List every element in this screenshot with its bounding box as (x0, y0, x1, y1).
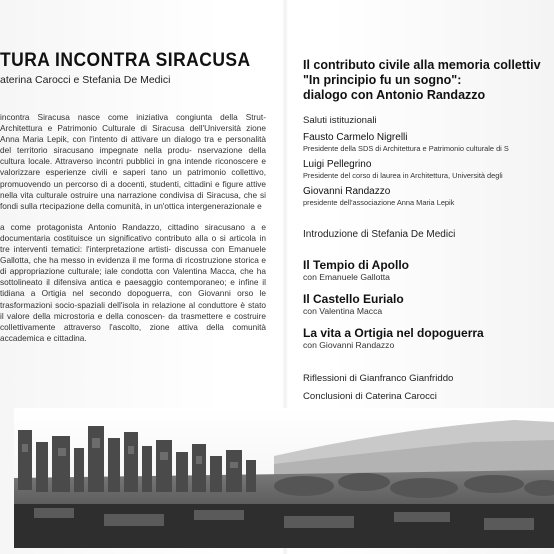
left-paragraph-1: incontra Siracusa nasce come iniziativa congiunta della Strut- Architettura e Patrimonio Culturale di Siracusa dell'Università zione Anna Maria Lepik, con l'intento di attivare un dialogo tra e personalità del territorio siracusano impegnate nella produ- nservazione della cultura locale. Attraverso incontri pubblici in gna intende riconoscere e valorizzare esperienze civili e saperi tano un patrimonio collettivo, promuovendo un percorso di a docenti, studenti, cittadini e figure attive nella vita culturale ostruire una narrazione condivisa di Siracusa, che si fondi sulla rtecipazione della comunità, in un'ottica intergenerazionale e (0, 112, 266, 211)
person-role: Presidente del corso di laurea in Architettura, Università degli (303, 171, 503, 180)
ruins-landscape-photo (14, 408, 554, 548)
person-name: Luigi Pellegrino (303, 159, 372, 170)
program-title-line-1: Il contributo civile alla memoria collettiv (303, 58, 541, 72)
conclusions-line: Conclusioni di Caterina Carocci (303, 391, 437, 402)
left-title: TURA INCONTRA SIRACUSA (0, 50, 251, 71)
left-paragraph-2: a come protagonista Antonio Randazzo, cittadino siracusano a e documentaria costituisce un significativo contributo alla o si articola in tre interventi tematici: l'interpretazione artisti- discussa con Emanuele Gallotta, che ha messo in evidenza il me forma di ricostruzione storica e di appropriazione culturale; iale condotta con Valentina Macca, che ha sottolineato il difensiva antica e paesaggio contemporaneo; e infine il tidiana a Ortigia nel secondo dopoguerra, con Giovanni orso le trasformazioni socio-spaziali dell'isola in relazione al conduttore è stato il valore della microstoria e della conoscen- da trasmettere e costruire collettivamente attraverso l'ascolto, zione attiva della comunità accademica e cittadina. (0, 221, 266, 343)
topic-item (303, 292, 554, 316)
topic-title: La vita a Ortigia nel dopoguerra (303, 326, 484, 340)
topic-speaker: con Emanuele Gallotta (303, 272, 390, 282)
person-role: Presidente della SDS di Architettura e Patrimonio culturale di S (303, 144, 509, 153)
topic-title: Il Tempio di Apollo (303, 258, 409, 272)
right-panel (303, 58, 554, 416)
person-item (303, 159, 554, 180)
reflections-line: Riflessioni di Gianfranco Gianfriddo (303, 373, 454, 384)
topic-item (303, 258, 554, 282)
left-subtitle: aterina Carocci e Stefania De Medici (0, 74, 171, 86)
topic-speaker: con Giovanni Randazzo (303, 340, 395, 350)
person-item (303, 132, 554, 153)
topic-speaker: con Valentina Macca (303, 306, 383, 316)
program-title-line-2: "In principio fu un sogno": (303, 73, 462, 87)
topic-item (303, 326, 554, 350)
person-item (303, 186, 554, 207)
person-name: Fausto Carmelo Nigrelli (303, 132, 408, 143)
topic-title: Il Castello Eurialo (303, 292, 404, 306)
program-title (303, 58, 554, 103)
person-name: Giovanni Randazzo (303, 186, 391, 197)
person-role: presidente dell'associazione Anna Maria Lepik (303, 198, 455, 207)
closing-block (303, 370, 554, 406)
left-body (0, 112, 272, 344)
left-panel (0, 50, 272, 344)
introduction-line: Introduzione di Stefania De Medici (303, 229, 456, 240)
program-title-line-3: dialogo con Antonio Randazzo (303, 88, 486, 102)
greetings-heading: Saluti istituzionali (303, 115, 377, 126)
